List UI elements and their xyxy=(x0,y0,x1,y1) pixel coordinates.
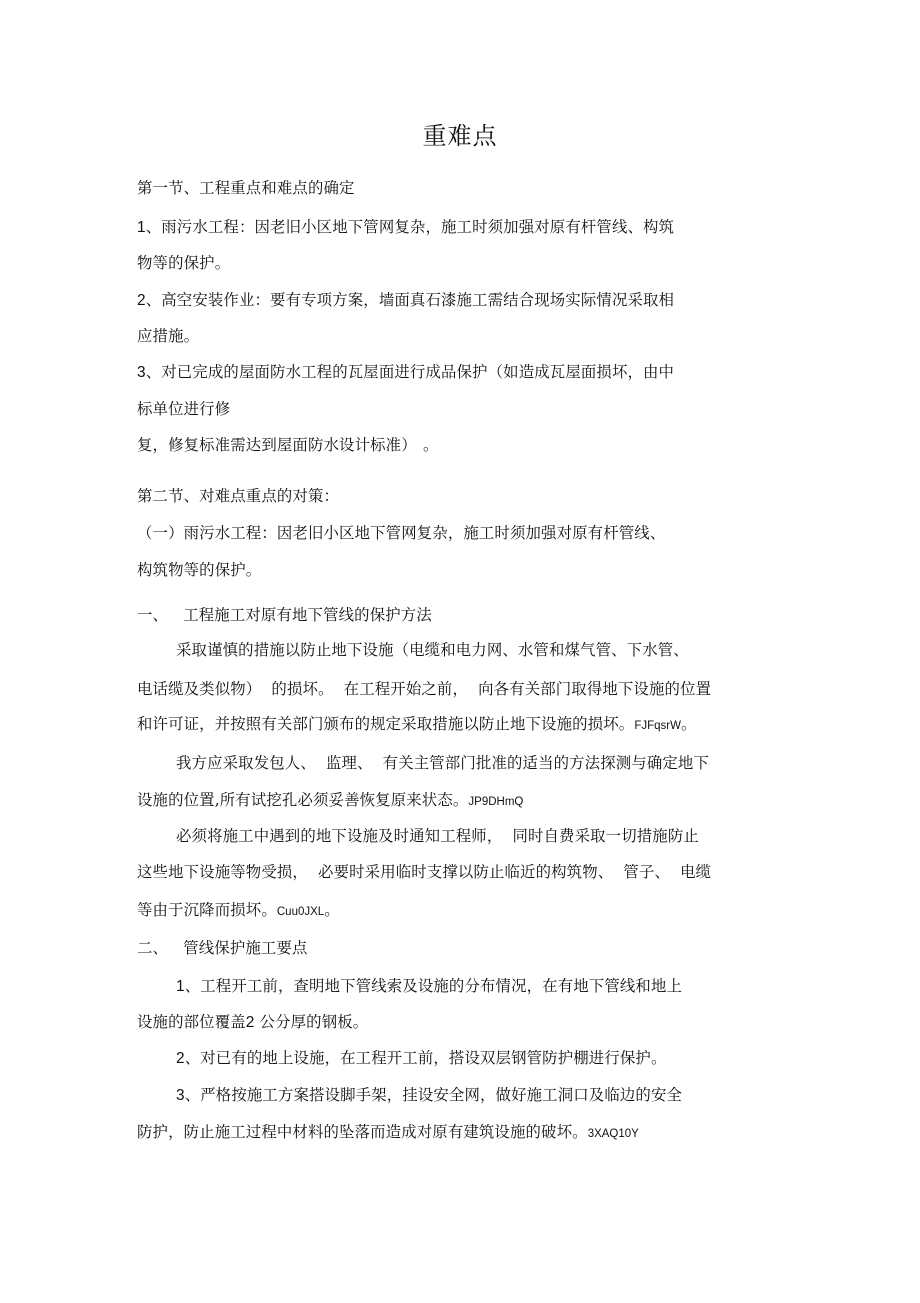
paragraph-text: 设施的位置,所有试挖孔必须妥善恢复原来状态。 xyxy=(137,791,469,809)
item-text: 防护，防止施工过程中材料的坠落而造成对原有建筑设施的破坏。 xyxy=(137,1123,588,1141)
part1-p1-line2: 电话缆及类似物） 的损坏。 在工程开始之前， 向各有关部门取得地下设施的位置 xyxy=(137,680,712,698)
part1-p2-line1: 我方应采取发包人、 监理、 有关主管部门批准的适当的方法探测与确定地下 xyxy=(176,754,710,772)
paragraph-end-mark: 。 xyxy=(324,901,340,919)
part2-item3-line2 xyxy=(137,1120,639,1144)
part2-item1-line1 xyxy=(176,974,682,998)
document-title: 重难点 xyxy=(422,122,498,150)
part1-heading: 一、 工程施工对原有地下管线的保护方法 xyxy=(137,606,432,624)
item-text: 公分厚的钢板。 xyxy=(254,1013,369,1031)
section1-item3-line1 xyxy=(137,360,674,384)
part1-p3-line2: 这些地下设施等物受损， 必要时采用临时支撑以防止临近的构筑物、 管子、 电缆 xyxy=(137,863,712,881)
paragraph-text: 和许可证，并按照有关部门颁布的规定采取措施以防止地下设施的损坏。 xyxy=(137,715,635,733)
part2-item2-line1 xyxy=(176,1046,666,1070)
part1-p1-line3 xyxy=(137,712,697,736)
part2-item1-line2 xyxy=(137,1010,368,1034)
item-number: 2 xyxy=(245,1014,255,1031)
item-end-mark: 。 xyxy=(423,436,439,454)
section1-item2-line1 xyxy=(137,288,674,312)
section1-item3-line2: 标单位进行修 xyxy=(137,400,231,418)
reference-code: FJFqsrW xyxy=(634,720,681,732)
item-text: 、对已完成的屋面防水工程的瓦屋面进行成品保护（如造成瓦屋面损坏，由中 xyxy=(145,363,675,381)
item-number: 2 xyxy=(137,292,146,309)
reference-code: 3XAQ10Y xyxy=(587,1128,639,1140)
section2-sub1-line1: （一）雨污水工程：因老旧小区地下管网复杂，施工时须加强对原有杆管线、 xyxy=(137,524,666,542)
item-number: 2 xyxy=(176,1050,185,1067)
section1-item2-line2: 应措施。 xyxy=(137,327,200,345)
item-text: 、高空安装作业：要有专项方案，墙面真石漆施工需结合现场实际情况采取相 xyxy=(145,291,675,309)
item-text: 、工程开工前，查明地下管线索及设施的分布情况，在有地下管线和地上 xyxy=(184,977,683,995)
section1-item1-line1 xyxy=(137,215,674,239)
section1-item3-line3 xyxy=(137,433,439,457)
section1-item1-line2: 物等的保护。 xyxy=(137,254,231,272)
item-number: 1 xyxy=(176,978,185,995)
item-text: 设施的部位覆盖 xyxy=(137,1013,246,1031)
item-number: 1 xyxy=(137,219,146,236)
part1-p2-line2 xyxy=(137,788,523,812)
paragraph-end-mark: 。 xyxy=(680,715,697,733)
part2-item3-line1 xyxy=(176,1083,682,1107)
item-number: 3 xyxy=(176,1087,185,1104)
item-text: 、雨污水工程：因老旧小区地下管网复杂，施工时须加强对原有杆管线、构筑 xyxy=(145,218,675,236)
section2-sub1-line2: 构筑物等的保护。 xyxy=(137,561,262,579)
reference-code: Cuu0JXL xyxy=(276,906,325,918)
part1-p1-line1: 采取谨慎的措施以防止地下设施（电缆和电力网、水管和煤气管、下水管、 xyxy=(176,641,689,659)
reference-code: JP9DHmQ xyxy=(468,796,524,808)
part1-p3-line1: 必须将施工中遇到的地下设施及时通知工程师， 同时自费采取一切措施防止 xyxy=(176,827,699,845)
section1-heading: 第一节、工程重点和难点的确定 xyxy=(137,179,355,197)
item-number: 3 xyxy=(137,364,146,381)
paragraph-text: 等由于沉降而损坏。 xyxy=(137,901,277,919)
item-text: 、对已有的地上设施，在工程开工前，搭设双层钢管防护棚进行保护。 xyxy=(184,1049,667,1067)
item-text: 、严格按施工方案搭设脚手架，挂设安全网，做好施工洞口及临边的安全 xyxy=(184,1086,683,1104)
item-text: 复，修复标准需达到屋面防水设计标准） xyxy=(137,436,410,454)
section2-heading: 第二节、对难点重点的对策： xyxy=(137,487,340,505)
part1-p3-line3 xyxy=(137,898,340,922)
part2-heading: 二、 管线保护施工要点 xyxy=(137,939,308,957)
